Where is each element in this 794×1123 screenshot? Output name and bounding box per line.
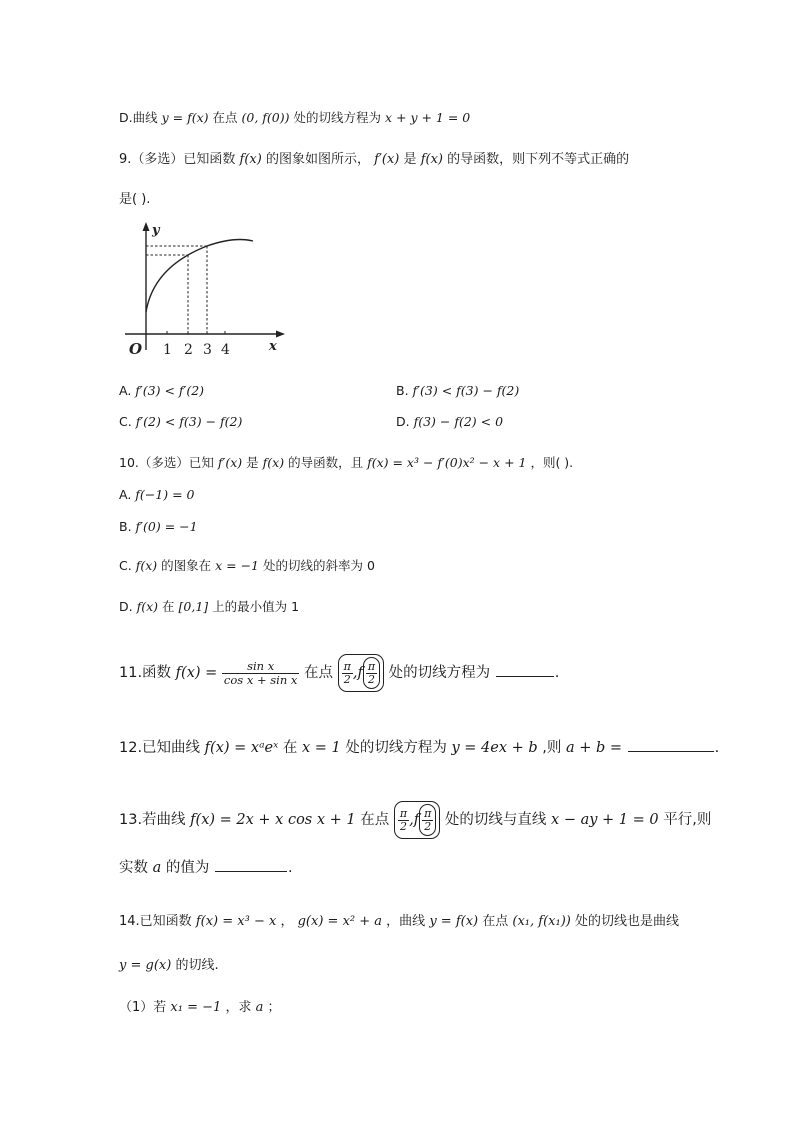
q12-mid: 在 (282, 740, 298, 756)
q12-mid3: ,则 (542, 740, 562, 756)
q10-option-a (119, 487, 194, 502)
q14-sub1-label: （1）若 (119, 1000, 167, 1015)
q10-option-c-fx: f(x) (135, 558, 158, 573)
q13-point-two: 2 (399, 819, 407, 833)
q9-stem-a: 9.（多选）已知函数 (119, 152, 236, 167)
q11-label: 11.函数 (119, 665, 172, 681)
origin-label: O (129, 340, 143, 358)
q14-fx: f(x) = x³ − x (195, 914, 277, 929)
q14-mid2: 在点 (482, 914, 509, 929)
q9-dfx: f′(x) (374, 152, 400, 167)
q9-option-a (119, 383, 204, 398)
q11-point: $\frac{\pi}{2}$ ,f $\frac{\pi}{2}$ (338, 654, 384, 692)
q12: 12.已知曲线 f(x) = xᵃeˣ 在 x = 1 处的切线方程为 y = 4ex + b ,则 a + b = . (119, 736, 719, 757)
q14-sub1: （1）若 x₁ = −1 ，求 a ； (119, 1000, 281, 1015)
q9-stem-b: 的图象如图所示， (265, 152, 370, 167)
q8-option-d (119, 108, 470, 126)
q9-option-a-label: A. (119, 383, 132, 398)
function-curve (146, 239, 253, 312)
q14-mid: ，曲线 (386, 914, 426, 929)
q8d-expr: y = f(x) (161, 110, 209, 125)
q10-option-c-x: x = −1 (215, 558, 260, 573)
q10-option-b (119, 519, 198, 534)
q9-option-b-label: B. (396, 383, 409, 398)
q14-sub1-end: ，求 (225, 1000, 252, 1015)
q9-stem-d: 的导函数，则下列不等式正确的 (447, 152, 630, 167)
q10-option-d-fx: f(x) (136, 599, 159, 614)
q14-sub1-a: a (255, 1000, 264, 1015)
q10-option-c-mid: 的图象在 (161, 558, 212, 573)
q13-mid2: 处的切线与直线 (444, 812, 547, 828)
q11: 11.函数 f(x) = $\frac{\text{sin x}}{\text{cos x + sin x}}$ 在点 $\frac{\pi}{2}$ ,f $\frac{\pi}{2}$ 处的切线方程为 . (119, 654, 559, 692)
q9-option-c-label: C. (119, 414, 132, 429)
x-label: x (269, 339, 277, 354)
q10-option-d (119, 597, 299, 615)
q14-stem: 14.已知函数 f(x) = x³ − x ， g(x) = x² + a ，曲线 y = f(x) 在点 (x₁, f(x₁)) 处的切线也是曲线 (119, 914, 680, 929)
q10-stem-a: 10.（多选）已知 (119, 455, 214, 470)
q10-option-d-end: 上的最小值为 1 (212, 599, 300, 614)
q10-option-a-label: A. (119, 487, 132, 502)
q12-answer-blank[interactable] (628, 737, 714, 752)
q11-point-pi2: π (367, 659, 376, 673)
q13-line: x − ay + 1 = 0 (551, 812, 659, 828)
q13-point-two2: 2 (424, 819, 432, 833)
q11-mid: 在点 (304, 665, 333, 681)
q14-sub1-cond: x₁ = −1 (170, 1000, 222, 1015)
q9-option-a-expr: f′(3) < f′(2) (135, 383, 205, 398)
q14-ygx: y = g(x) (119, 958, 172, 973)
q9-option-d-label: D. (396, 414, 410, 429)
q14-end: 处的切线也是曲线 (575, 914, 680, 929)
q8d-eq: x + y + 1 = 0 (384, 110, 471, 125)
q11-point-f: f (357, 665, 363, 681)
q10-stem (119, 453, 573, 471)
q10-option-c (119, 556, 375, 574)
q12-label: 12.已知曲线 (119, 740, 201, 756)
q11-numerator: sin x (222, 660, 299, 673)
tick-label-2: 2 (184, 342, 193, 358)
q9-function-graph (119, 220, 294, 362)
tick-label-3: 3 (203, 342, 212, 358)
q9-stem-line2: 是( ). (119, 192, 151, 207)
q10-option-c-label: C. (119, 558, 132, 573)
q14-point: (x₁, f(x₁)) (512, 914, 571, 929)
q14-yfx: y = f(x) (429, 914, 479, 929)
q13-label: 13.若曲线 (119, 812, 186, 828)
q12-tangent: y = 4ex + b (451, 740, 538, 756)
q11-fraction (222, 660, 299, 685)
y-axis-arrow (143, 222, 150, 231)
q9-option-d-expr: f(3) − f(2) < 0 (413, 414, 504, 429)
q9-stem-c: 是 (403, 152, 417, 167)
q13-mid: 在点 (360, 812, 390, 828)
q14-end2: 的切线. (175, 958, 219, 973)
q10-option-b-label: B. (119, 519, 132, 534)
q11-end: 处的切线方程为 (388, 665, 491, 681)
q10-dfx: f′(x) (217, 455, 243, 470)
q10-fx: f(x) (262, 455, 285, 470)
q11-point-pi: π (343, 659, 351, 673)
q8d-mid2: 处的切线方程为 (293, 110, 381, 125)
q9-option-b-expr: f′(3) < f(3) − f(2) (412, 383, 520, 398)
x-axis-arrow (276, 331, 285, 338)
q9-fx2: f(x) (420, 152, 443, 167)
q11-denominator: cos x + sin x (223, 672, 298, 687)
q11-point-two2: 2 (367, 672, 375, 686)
q14-gx: g(x) = x² + a (297, 914, 383, 929)
y-label: y (152, 223, 160, 238)
q12-x1: x = 1 (301, 740, 341, 756)
q13-line2-end: 的值为 (165, 860, 210, 876)
q10-def: f(x) = x³ − f′(0)x² − x + 1 (367, 455, 527, 470)
q10-stem-d: ，则( ). (530, 455, 574, 470)
q13-a: a (152, 860, 162, 876)
q13-line2: 实数 a 的值为 . (119, 856, 293, 877)
q8d-label: D.曲线 (119, 110, 158, 125)
q12-mid2: 处的切线方程为 (345, 740, 447, 756)
q10-option-c-end: 处的切线的斜率为 0 (263, 558, 375, 573)
q12-ab: a + b = (566, 740, 623, 756)
q13-fx: f(x) = 2x + x cos x + 1 (190, 812, 356, 828)
q10-option-b-expr: f′(0) = −1 (135, 519, 198, 534)
q10-stem-c: 的导函数，且 (288, 455, 364, 470)
tick-label-1: 1 (163, 342, 172, 358)
q13-point: $\frac{\pi}{2}$ ,f $\frac{\pi}{2}$ (394, 801, 440, 839)
q14-stem-line2 (119, 954, 219, 973)
q11-point-two: 2 (343, 672, 351, 686)
q9-option-d (396, 414, 503, 429)
q13-line2-label: 实数 (119, 860, 148, 876)
q12-fx: f(x) = xᵃeˣ (204, 740, 279, 756)
q14-label: 14.已知函数 (119, 914, 192, 929)
q11-answer-blank[interactable] (496, 662, 554, 677)
q9-fx: f(x) (239, 152, 262, 167)
q10-option-a-expr: f(−1) = 0 (135, 487, 195, 502)
q9-option-c (119, 414, 242, 429)
q9-option-c-expr: f′(2) < f(3) − f(2) (135, 414, 243, 429)
q10-option-d-label: D. (119, 599, 133, 614)
q13-point-f: f (413, 812, 420, 828)
q13-answer-blank[interactable] (215, 857, 287, 872)
q13 (119, 801, 711, 839)
tick-label-4: 4 (221, 342, 230, 358)
q13-point-pi: π (399, 806, 408, 820)
q10-option-d-int: [0,1] (178, 599, 209, 614)
q13-point-pi2: π (424, 806, 432, 820)
q10-stem-b: 是 (246, 455, 259, 470)
q13-end: 平行,则 (663, 812, 712, 828)
q8d-point: (0, f(0)) (241, 110, 290, 125)
q9-stem-line1 (119, 148, 629, 167)
q9-option-b (396, 383, 519, 398)
q11-fx: f(x) = (175, 665, 218, 681)
q10-option-d-mid: 在 (162, 599, 175, 614)
q8d-mid: 在点 (212, 110, 238, 125)
